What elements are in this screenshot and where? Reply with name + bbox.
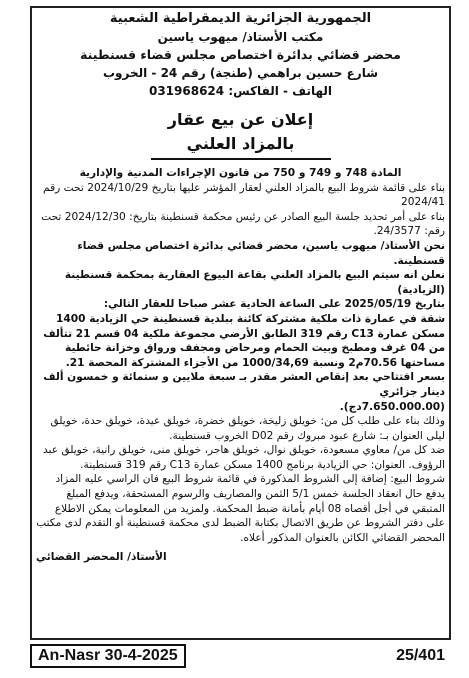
header-republic: الجمهورية الجزائرية الديمقراطية الشعبية: [109, 11, 372, 26]
paragraph-defendants: ضد كل من/ معاوي مسعودة، خويلق نوال، خويلق هاجر، خويلق منى، خويلق رانية، خويلق عبد الرؤوف. العنوان: حي الزيادية برنامج 1400 مسكن عمارة C13 رقم 319 قسنطينة.: [42, 444, 445, 471]
header-address: شارع حسين براهمي (طنجة) رقم 24 - الخروب: [102, 66, 378, 80]
header-bailiff: محضر قضائي بدائرة اختصاص مجلس قضاء قسنطينة: [80, 47, 401, 62]
title-box: [141, 108, 341, 156]
notice-content: [36, 10, 445, 563]
footer-bar: [30, 642, 451, 670]
header-office: مكتب الأستاذ/ ميهوب ياسين: [157, 30, 324, 44]
paragraph-sale-conditions: شروط البيع: إضافة إلى الشروط المذكورة في قائمة شروط البيع فان الراسي عليه المزاد يدفع حال انعقاد الجلسة خمس 5/1 الثمن والمصاريف والرسوم المستحقة، ويدفع المبلغ المتبقي في أجل أقصاه 08 أيام بأمانة ضبط المحكمة. ولمزيد من المعلومات يمكن الاطلاع على دفتر الشروط عن طريق الاتصال بكتابة الضبط لدى محكمة قسنطينة أو التقدم لدى مكتب المحضر القضائي الكائن بالعنوان المذكور أعلاه.: [36, 473, 445, 544]
law-reference: المادة 748 و 749 و 750 من قانون الإجراءات المدنية والإدارية: [79, 167, 402, 179]
price-amount: (7.650.000.00دج).: [339, 400, 445, 413]
notice-number: 25/401: [396, 647, 445, 664]
header-phone: الهاتف - الفاكس: 031968624: [148, 84, 332, 98]
paragraph-court-order: بناء على أمر تحديد جلسة البيع الصادر عن رئيس محكمة قسنطينة بتاريخ: 2024/12/30 تحت رقم: 24/3577.: [41, 210, 445, 238]
paragraph-announcement: نعلن انه سيتم البيع بالمزاد العلني بقاعة البيوع العقارية بمحكمة قسنطينة (الزيادية): [64, 269, 445, 296]
notice-title: إعلان عن بيع عقار بالمزاد العلني: [167, 110, 314, 153]
paragraph-conditions-list: بناء على قائمة شروط البيع بالمزاد العلني لعقار المؤشر عليها بتاريخ 2024/10/29 تحت رقم 2024/41: [43, 181, 445, 209]
signature: الأستاذ/ المحضر القضائي: [36, 551, 167, 564]
title-underline: [151, 158, 331, 160]
paragraph-bailiff: نحن الأستاذ/ ميهوب ياسين، محضر قضائي بدائرة اختصاص مجلس قضاء قسنطينة.: [77, 239, 445, 267]
paragraph-requesters: وذلك بناء على طلب كل من: خويلق زليخة، خويلق خضرة، خويلق عيدة، خويلق حدة، خويلق ليلى العنوان بـ: شارع عبود مبروك رقم D02 الخروب قسنطينة.: [50, 415, 445, 442]
paragraph-opening-price: بسعر افتتاحي بعد إنقاص العشر مقدر بـ سبعة ملايين و ستمائة و خمسون ألف دينار جزائري: [43, 371, 445, 398]
notice-frame: [30, 6, 451, 640]
paragraph-property-description: شقة في عمارة ذات ملكية مشتركة كائنة ببلدية قسنطينة حي الزيادية 1400 مسكن عمارة C13 رقم 319 الطابق الأرضي مجموعة ملكية 04 قسم 21 تتألف من 04 غرف ومطبخ وبيت الحمام ومرحاض ومجفف ورواق وخزانة حائطية مساحتها 70.56م2 ونسبة 1000/34,69 من الأجزاء المشتركة المحصة 21.: [43, 312, 445, 369]
publication-label: An-Nasr 30-4-2025: [30, 644, 186, 668]
paragraph-sale-date: بتاريخ 2025/05/19 على الساعة الحادية عشر صباحا للعقار التالي:: [103, 298, 445, 311]
